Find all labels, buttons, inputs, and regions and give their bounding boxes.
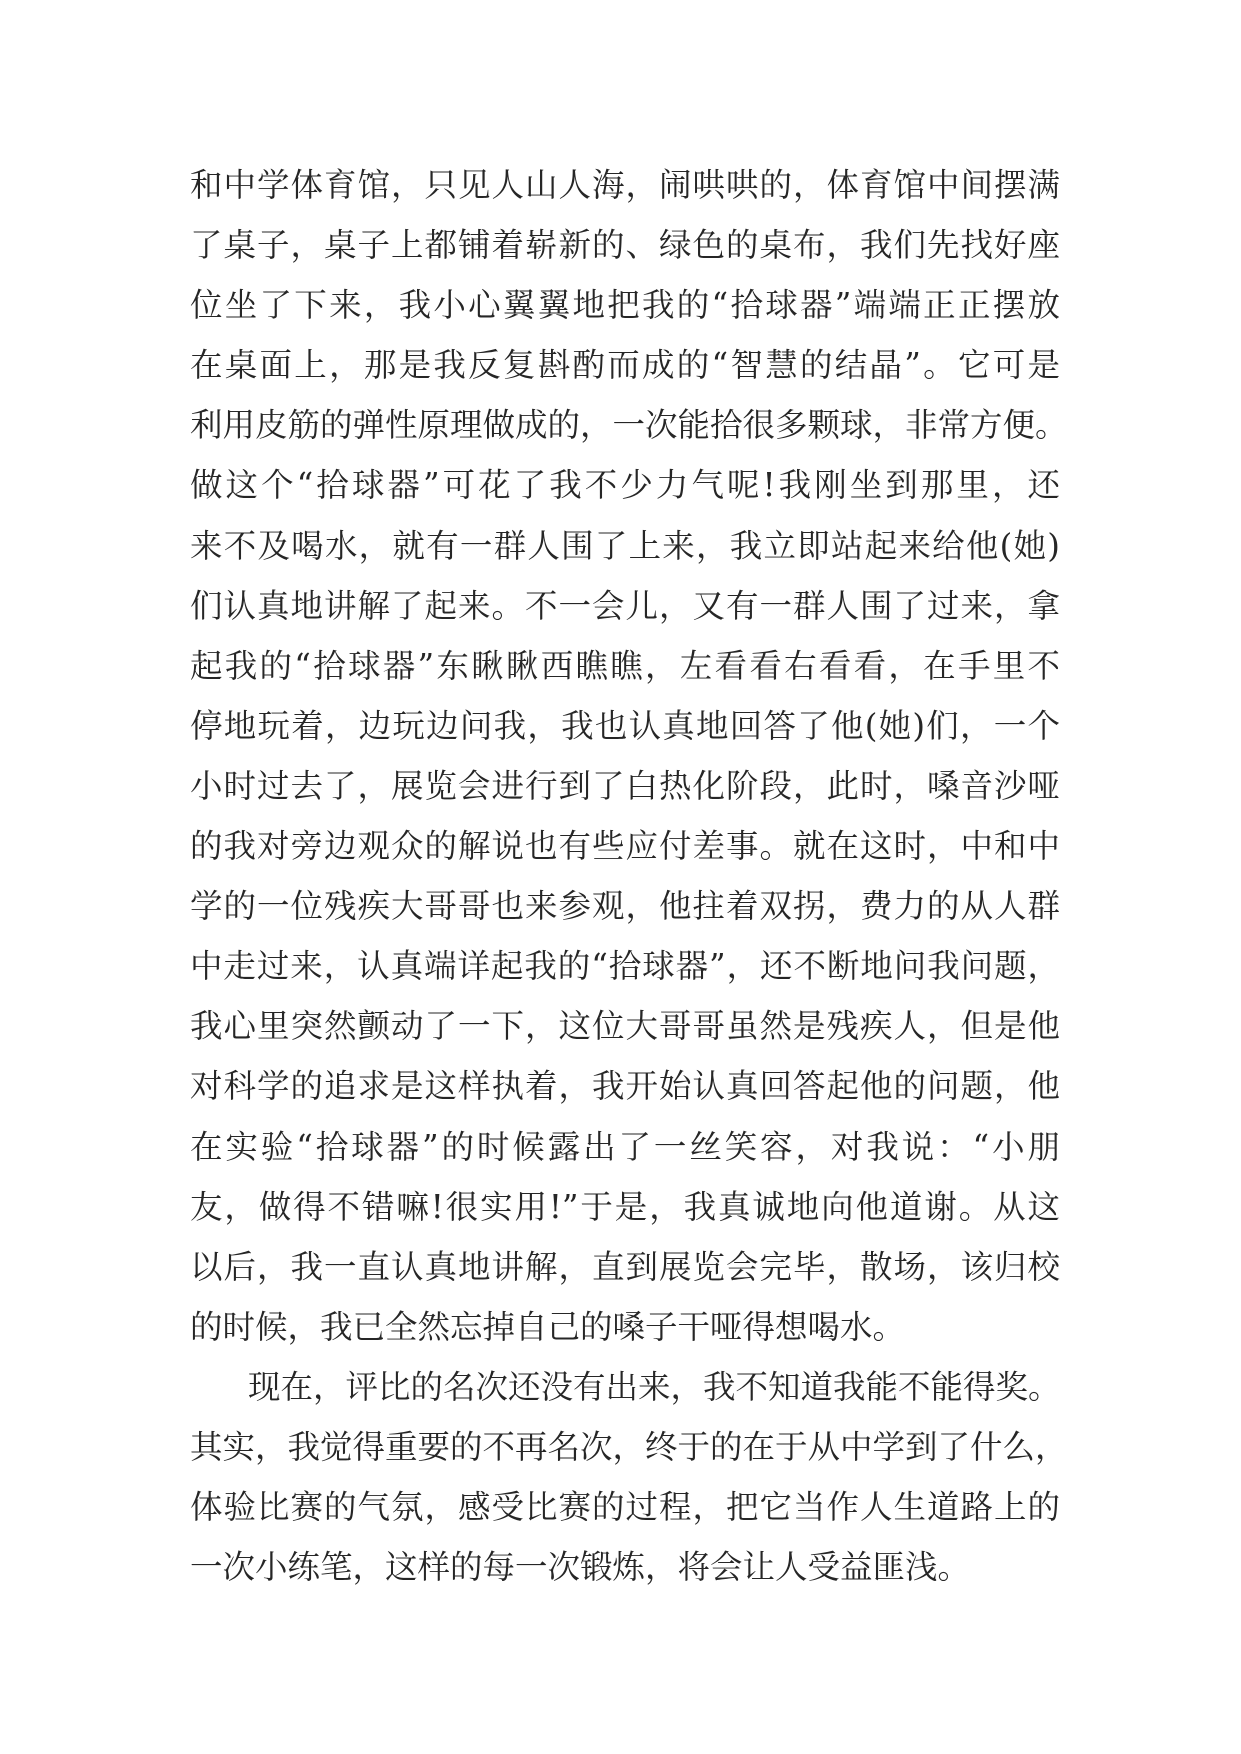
text-line: 了桌子，桌子上都铺着崭新的、绿色的桌布，我们先找好座 (190, 226, 1060, 265)
text-line: 小时过去了，展览会进行到了白热化阶段，此时，嗓音沙哑 (190, 766, 1060, 805)
text-line: 位坐了下来，我小心翼翼地把我的“拾球器”端端正正摆放 (190, 286, 1060, 325)
text-line: 们认真地讲解了起来。不一会儿，又有一群人围了过来，拿 (190, 586, 1060, 625)
text-line: 做这个“拾球器”可花了我不少力气呢!我刚坐到那里，还 (190, 466, 1060, 505)
text-line: 其实，我觉得重要的不再名次，终于的在于从中学到了什么， (190, 1427, 1068, 1466)
paragraph-2 (190, 1357, 1068, 1597)
text-line: 现在，评比的名次还没有出来，我不知道我能不能得奖。 (248, 1367, 1061, 1406)
text-line: 体验比赛的气氛，感受比赛的过程，把它当作人生道路上的 (190, 1488, 1060, 1527)
text-line: 一次小练笔，这样的每一次锻炼，将会让人受益匪浅。 (190, 1548, 971, 1587)
text-line: 停地玩着，边玩边问我，我也认真地回答了他(她)们，一个 (190, 706, 1060, 745)
text-line: 在桌面上，那是我反复斟酌而成的“智慧的结晶”。它可是 (190, 346, 1060, 385)
text-line: 在实验“拾球器”的时候露出了一丝笑容，对我说：“小朋 (190, 1127, 1060, 1166)
text-line: 和中学体育馆，只见人山人海，闹哄哄的，体育馆中间摆满 (190, 166, 1060, 204)
text-line: 学的一位残疾大哥哥也来参观，他拄着双拐，费力的从人群 (190, 887, 1060, 926)
text-line: 利用皮筋的弹性原理做成的，一次能拾很多颗球，非常方便。 (190, 406, 1068, 445)
paragraph-1 (190, 155, 1068, 1357)
text-line: 中走过来，认真端详起我的“拾球器”，还不断地问我问题， (190, 947, 1060, 986)
text-line: 的时候，我已全然忘掉自己的嗓子干哑得想喝水。 (190, 1307, 906, 1346)
text-line: 来不及喝水，就有一群人围了上来，我立即站起来给他(她) (190, 526, 1060, 565)
text-line: 我心里突然颤动了一下，这位大哥哥虽然是残疾人，但是他 (190, 1007, 1060, 1046)
text-line: 起我的“拾球器”东瞅瞅西瞧瞧，左看看右看看，在手里不 (190, 646, 1060, 685)
document-page (190, 155, 1068, 1597)
text-line: 的我对旁边观众的解说也有些应付差事。就在这时，中和中 (190, 827, 1060, 866)
text-line: 对科学的追求是这样执着，我开始认真回答起他的问题，他 (190, 1067, 1060, 1106)
text-line: 友，做得不错嘛!很实用!”于是，我真诚地向他道谢。从这 (190, 1187, 1060, 1226)
text-line: 以后，我一直认真地讲解，直到展览会完毕，散场，该归校 (190, 1247, 1060, 1286)
